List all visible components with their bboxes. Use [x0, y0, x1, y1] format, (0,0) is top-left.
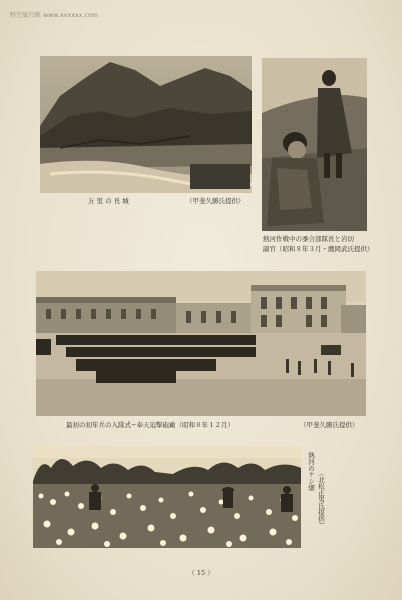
great-wall-photo	[40, 56, 252, 193]
parade-caption: 最初の初年兵の入隊式−奉天迫撃砲廠（昭和８年１２月）	[66, 421, 234, 429]
parade-photo	[36, 271, 366, 416]
commander-caption-line1: 熱河作戦中の黍合部隊長と岩切	[263, 235, 354, 243]
page-number: （ 15 ）	[188, 569, 214, 577]
commander-caption-line2: 副官（昭和８年３月・鷹岡武氏提供）	[263, 245, 374, 253]
parade-credit: （甲斐久勝氏提供）	[300, 421, 359, 429]
poppy-field-caption: 熱河のケシ畑	[307, 452, 315, 491]
great-wall-credit: （甲斐久勝氏提供）	[186, 197, 245, 205]
poppy-field-credit: （北松正男氏提供）	[317, 470, 325, 529]
great-wall-caption: 万 里 の 長 城	[88, 197, 129, 205]
watermark: 時空旅行館 www.xxxxxx.com	[10, 12, 99, 19]
commander-photo	[262, 58, 367, 231]
poppy-field-photo	[33, 446, 301, 548]
